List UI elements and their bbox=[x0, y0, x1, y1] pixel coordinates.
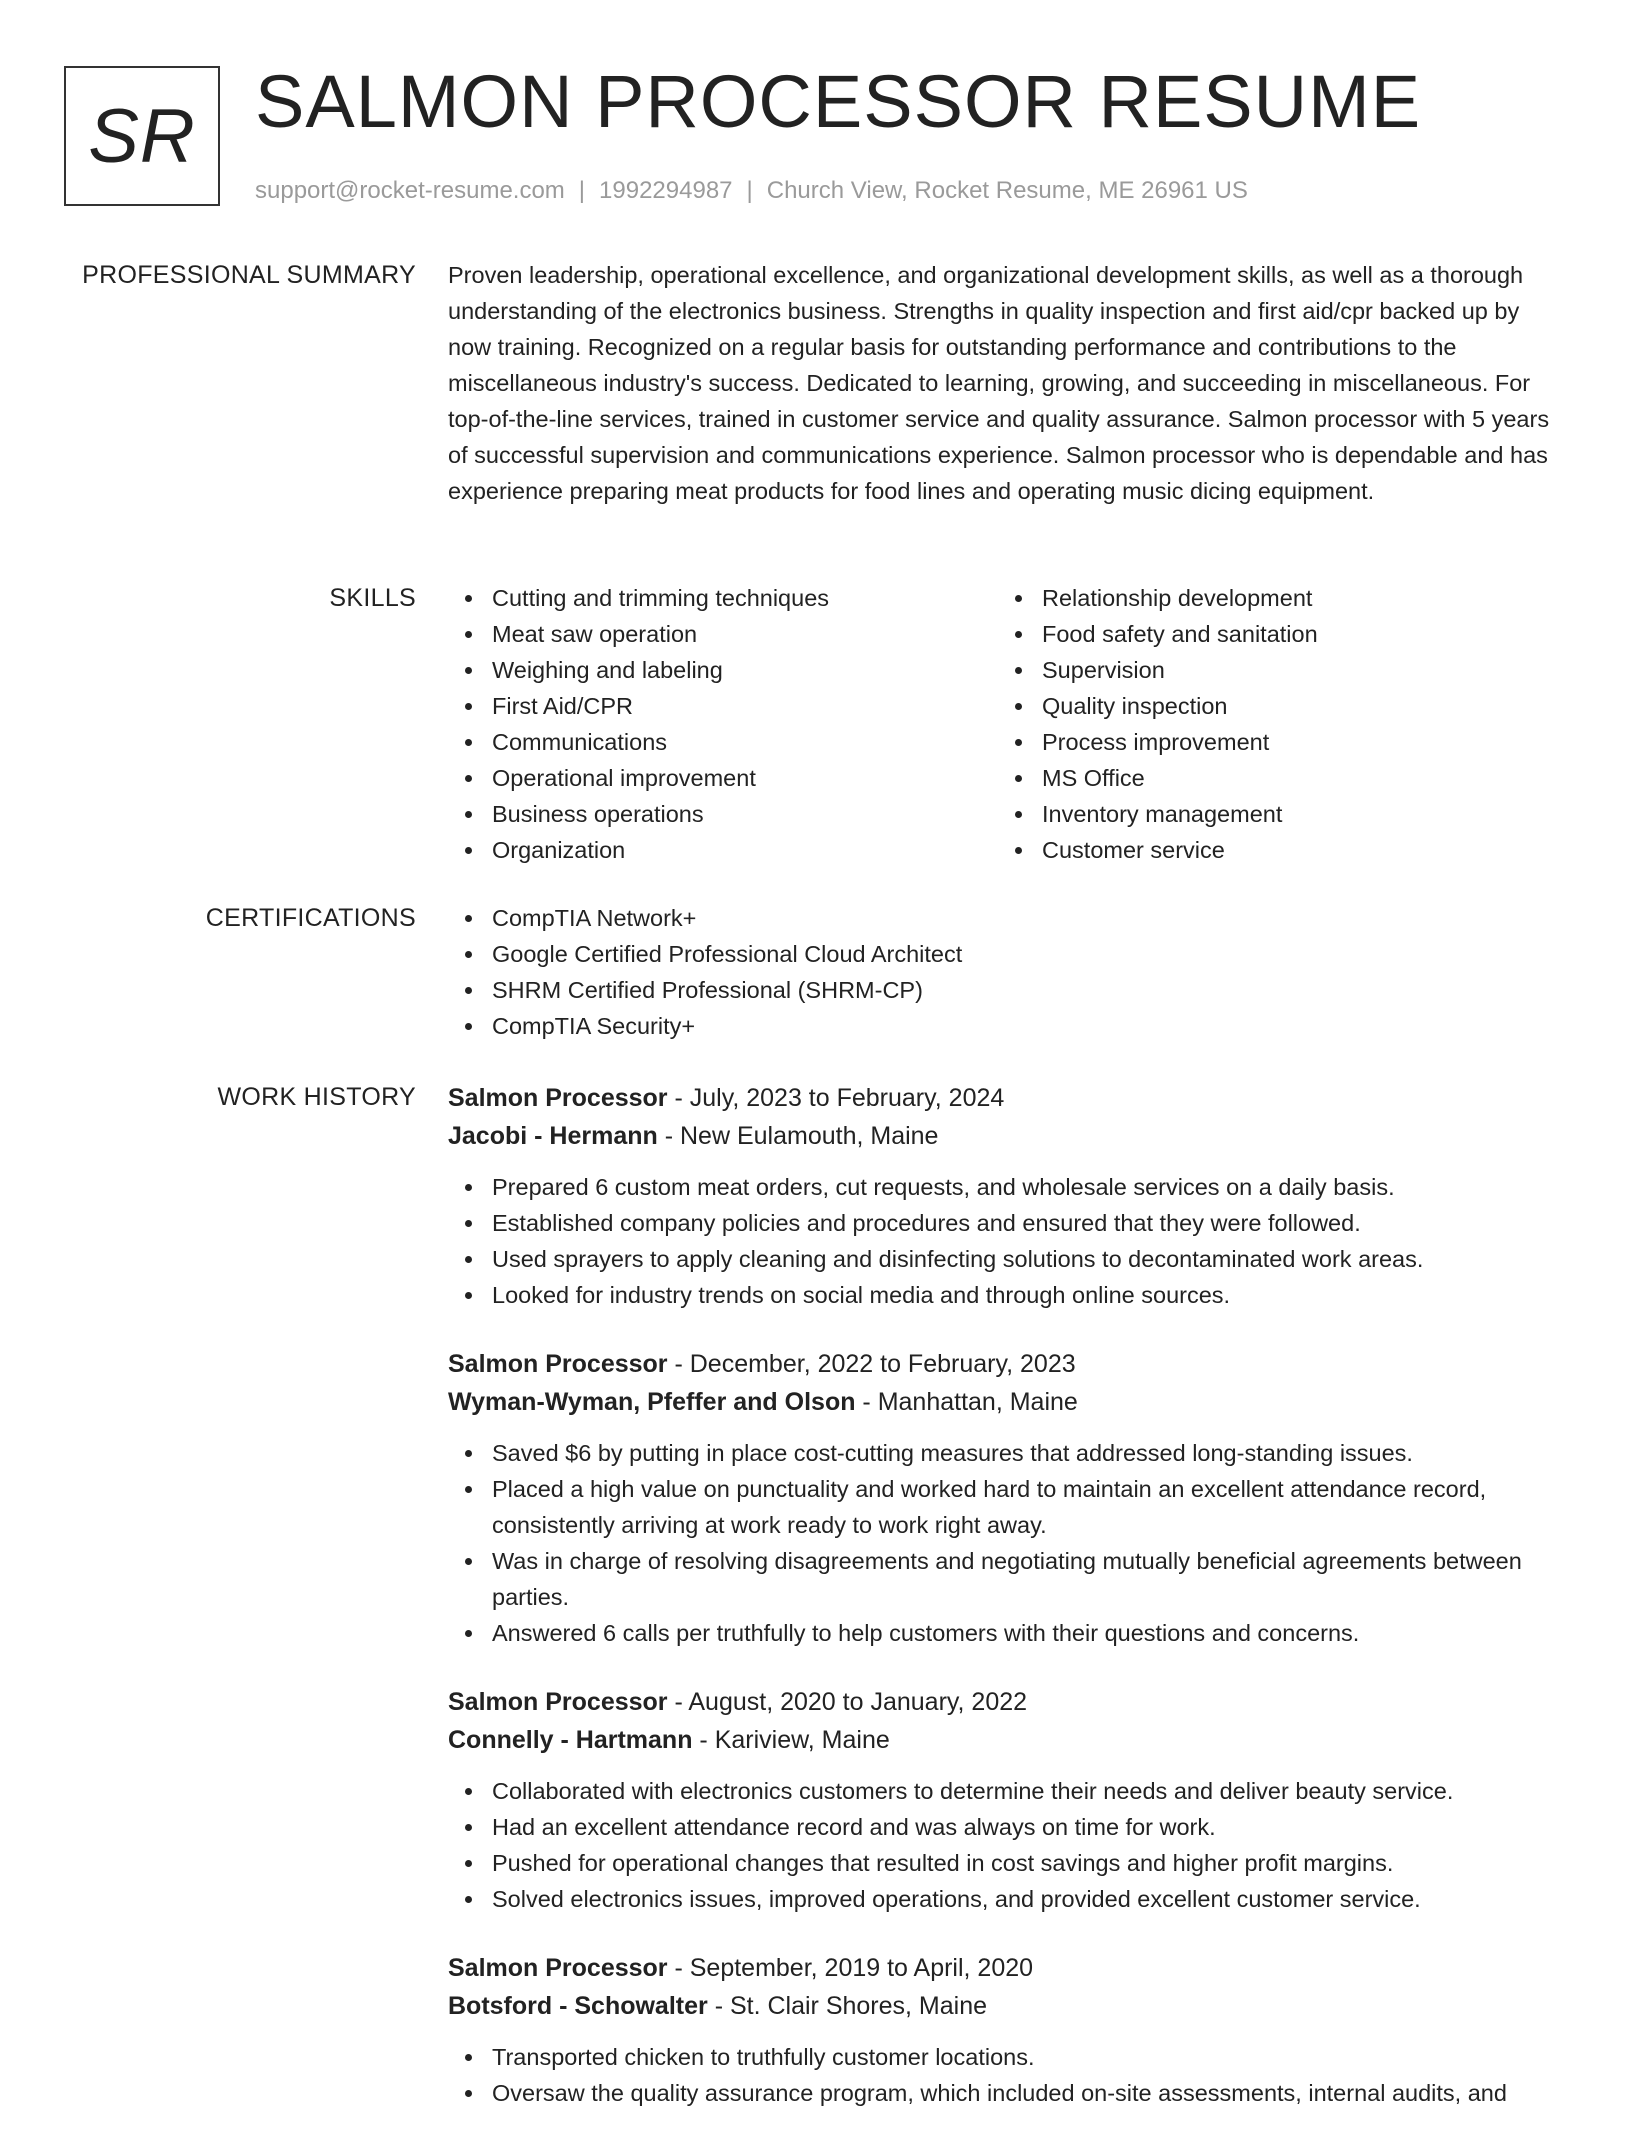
job-location: - New Eulamouth, Maine bbox=[657, 1122, 939, 1150]
job-bullets bbox=[448, 1435, 1560, 1651]
work-history-heading: WORK HISTORY bbox=[217, 1083, 416, 1111]
job-title-line bbox=[448, 1345, 1560, 1383]
summary-text: Proven leadership, operational excellence, and organizational development skills, as well as a thorough understanding of the electronics business. Strengths in quality inspection and first aid/cpr backed up by now training. Recognized on a regular basis for outstanding performance and contributions to the miscellaneous industry's success. Dedicated to learning, growing, and succeeding in miscellaneous. For top-of-the-line services, trained in customer service and quality assurance. Salmon processor with 5 years of successful supervision and communications experience. Salmon processor who is dependable and has experience preparing meat products for food lines and operating music dicing equipment. bbox=[448, 262, 1550, 504]
job-company-line bbox=[448, 1383, 1560, 1421]
job-bullet: Was in charge of resolving disagreements and negotiating mutually beneficial agreements between parties. bbox=[448, 1543, 1560, 1615]
list-item: Weighing and labeling bbox=[448, 652, 998, 688]
job-dates: - August, 2020 to January, 2022 bbox=[667, 1688, 1028, 1716]
job-title-line bbox=[448, 1079, 1560, 1117]
list-item: Business operations bbox=[448, 796, 998, 832]
list-item: MS Office bbox=[998, 760, 1548, 796]
resume-title: SALMON PROCESSOR RESUME bbox=[255, 60, 1422, 143]
job-bullets bbox=[448, 1773, 1560, 1917]
skills-heading: SKILLS bbox=[329, 584, 416, 612]
list-item: First Aid/CPR bbox=[448, 688, 998, 724]
job-bullet: Used sprayers to apply cleaning and disinfecting solutions to decontaminated work areas. bbox=[448, 1241, 1560, 1277]
job-bullet: Saved $6 by putting in place cost-cutting measures that addressed long-standing issues. bbox=[448, 1435, 1560, 1471]
list-item: Relationship development bbox=[998, 580, 1548, 616]
job-bullets bbox=[448, 2039, 1560, 2111]
monogram-logo: SR bbox=[64, 66, 220, 206]
list-item: Supervision bbox=[998, 652, 1548, 688]
job-title: Salmon Processor bbox=[448, 1954, 668, 1982]
job-dates: - September, 2019 to April, 2020 bbox=[667, 1954, 1034, 1982]
job-company: Connelly - Hartmann bbox=[448, 1726, 693, 1754]
list-item: Google Certified Professional Cloud Architect bbox=[448, 936, 1560, 972]
contact-address: Church View, Rocket Resume, ME 26961 US bbox=[766, 177, 1248, 204]
job-bullet: Established company policies and procedures and ensured that they were followed. bbox=[448, 1205, 1560, 1241]
list-item: Food safety and sanitation bbox=[998, 616, 1548, 652]
job-company: Wyman-Wyman, Pfeffer and Olson bbox=[448, 1388, 856, 1416]
job-bullet: Looked for industry trends on social media and through online sources. bbox=[448, 1277, 1560, 1313]
contact-email: support@rocket-resume.com bbox=[255, 177, 565, 204]
job-bullet: Had an excellent attendance record and was always on time for work. bbox=[448, 1809, 1560, 1845]
job-title: Salmon Processor bbox=[448, 1688, 668, 1716]
contact-separator: | bbox=[746, 177, 753, 204]
job-bullets bbox=[448, 1169, 1560, 1313]
job-location: - St. Clair Shores, Maine bbox=[707, 1992, 988, 2020]
skills-content bbox=[448, 580, 1560, 868]
job-location: - Manhattan, Maine bbox=[855, 1388, 1078, 1416]
job-bullet: Placed a high value on punctuality and worked hard to maintain an excellent attendance record, consistently arriving at work ready to work right away. bbox=[448, 1471, 1560, 1543]
contact-separator: | bbox=[578, 177, 586, 204]
job-location: - Kariview, Maine bbox=[692, 1726, 890, 1754]
job-bullet: Transported chicken to truthfully customer locations. bbox=[448, 2039, 1560, 2075]
certifications-heading: CERTIFICATIONS bbox=[205, 904, 416, 932]
job-bullet: Solved electronics issues, improved operations, and provided excellent customer service. bbox=[448, 1881, 1560, 1917]
list-item: Process improvement bbox=[998, 724, 1548, 760]
list-item: Communications bbox=[448, 724, 998, 760]
job-company-line bbox=[448, 1721, 1560, 1759]
contact-line bbox=[255, 175, 1248, 207]
job-title: Salmon Processor bbox=[448, 1350, 668, 1378]
job-bullet: Oversaw the quality assurance program, which included on-site assessments, internal audits, and bbox=[448, 2075, 1560, 2111]
job-entry bbox=[448, 1683, 1560, 1917]
list-item: Cutting and trimming techniques bbox=[448, 580, 998, 616]
job-company-line bbox=[448, 1987, 1560, 2025]
job-company: Jacobi - Hermann bbox=[448, 1122, 658, 1150]
job-entry bbox=[448, 1345, 1560, 1651]
job-title-line bbox=[448, 1683, 1560, 1721]
job-company: Botsford - Schowalter bbox=[448, 1992, 708, 2020]
job-dates: - July, 2023 to February, 2024 bbox=[667, 1084, 1005, 1112]
contact-phone: 1992294987 bbox=[599, 177, 733, 204]
job-bullet: Answered 6 calls per truthfully to help customers with their questions and concerns. bbox=[448, 1615, 1560, 1651]
list-item: Organization bbox=[448, 832, 998, 868]
job-company-line bbox=[448, 1117, 1560, 1155]
list-item: CompTIA Network+ bbox=[448, 900, 1560, 936]
job-bullet: Pushed for operational changes that resulted in cost savings and higher profit margins. bbox=[448, 1845, 1560, 1881]
job-entry bbox=[448, 1079, 1560, 1313]
certifications-content bbox=[448, 900, 1560, 1044]
job-dates: - December, 2022 to February, 2023 bbox=[667, 1350, 1076, 1378]
job-entry bbox=[448, 1949, 1560, 2111]
list-item: Quality inspection bbox=[998, 688, 1548, 724]
list-item: SHRM Certified Professional (SHRM-CP) bbox=[448, 972, 1560, 1008]
list-item: Customer service bbox=[998, 832, 1548, 868]
skills-list-right bbox=[998, 580, 1548, 868]
job-bullet: Collaborated with electronics customers to determine their needs and deliver beauty service. bbox=[448, 1773, 1560, 1809]
summary-content bbox=[448, 257, 1560, 509]
skills-list-left bbox=[448, 580, 998, 868]
job-title: Salmon Processor bbox=[448, 1084, 668, 1112]
job-title-line bbox=[448, 1949, 1560, 1987]
work-history-content bbox=[448, 1079, 1560, 2143]
list-item: Inventory management bbox=[998, 796, 1548, 832]
summary-heading: PROFESSIONAL SUMMARY bbox=[82, 261, 416, 289]
list-item: Meat saw operation bbox=[448, 616, 998, 652]
certifications-list bbox=[448, 900, 1560, 1044]
list-item: Operational improvement bbox=[448, 760, 998, 796]
list-item: CompTIA Security+ bbox=[448, 1008, 1560, 1044]
job-bullet: Prepared 6 custom meat orders, cut requests, and wholesale services on a daily basis. bbox=[448, 1169, 1560, 1205]
